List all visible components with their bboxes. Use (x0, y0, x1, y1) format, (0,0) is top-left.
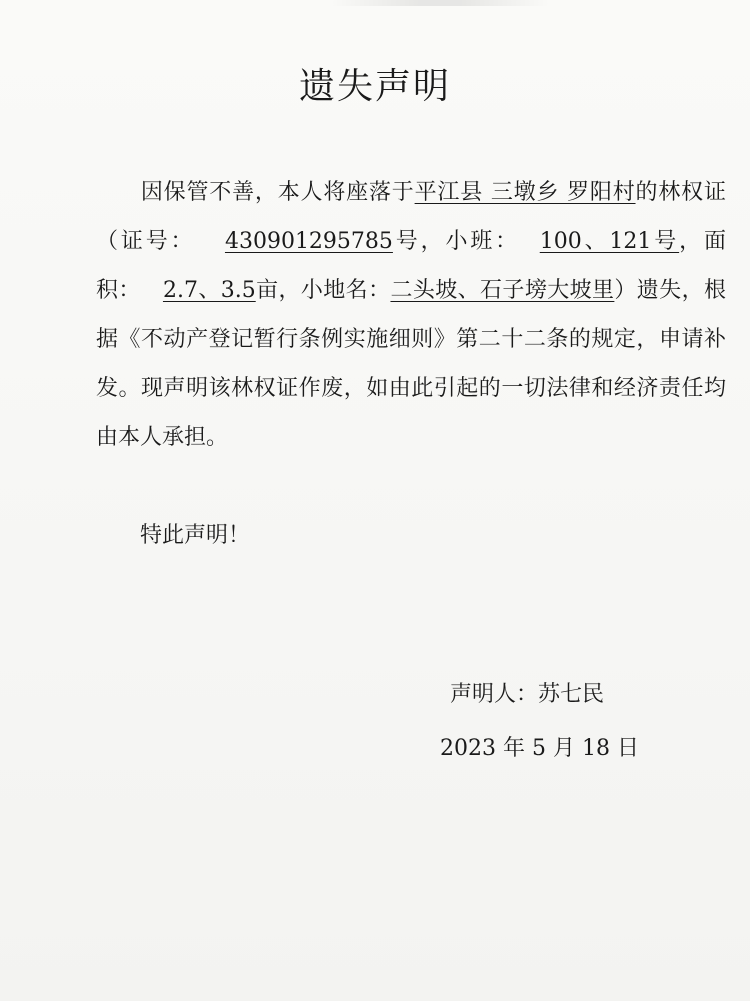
closing-line: 特此声明！ (140, 523, 251, 548)
statement-paragraph (96, 168, 726, 462)
document-title: 遗失声明 (298, 66, 451, 107)
body-seg-4: ，面积： (96, 229, 726, 303)
body-seg-6: ）遗失，根据《不动产登记暂行条例实施细则》第二十二条的规定，申请补发。现声明该林权证作废，如由此引起的一切法律和经济责任均由本人承担。 (96, 278, 726, 450)
cert-number-underlined: 430901295785 (224, 229, 393, 254)
area-underlined: 2.7、3.5 (162, 278, 256, 303)
place-name-underlined: 二头坡、石子塝大坡里 (390, 278, 615, 303)
declarant-line: 声明人：苏七民 (450, 682, 605, 707)
subclass-underlined: 100、121号 (539, 229, 680, 254)
body-seg-3: 号，小班： (392, 229, 521, 254)
body-seg-2: 的林权证（证号： (96, 180, 726, 254)
signature-block (440, 668, 639, 776)
scan-shadow (330, 0, 550, 6)
date-line: 2023 年 5 月 18 日 (440, 736, 639, 761)
body-seg-5: 亩，小地名： (255, 278, 391, 303)
body-seg-1: 因保管不善，本人将座落于 (140, 180, 415, 205)
location-underlined: 平江县 三墩乡 罗阳村 (414, 180, 636, 205)
statement-body (96, 168, 726, 462)
